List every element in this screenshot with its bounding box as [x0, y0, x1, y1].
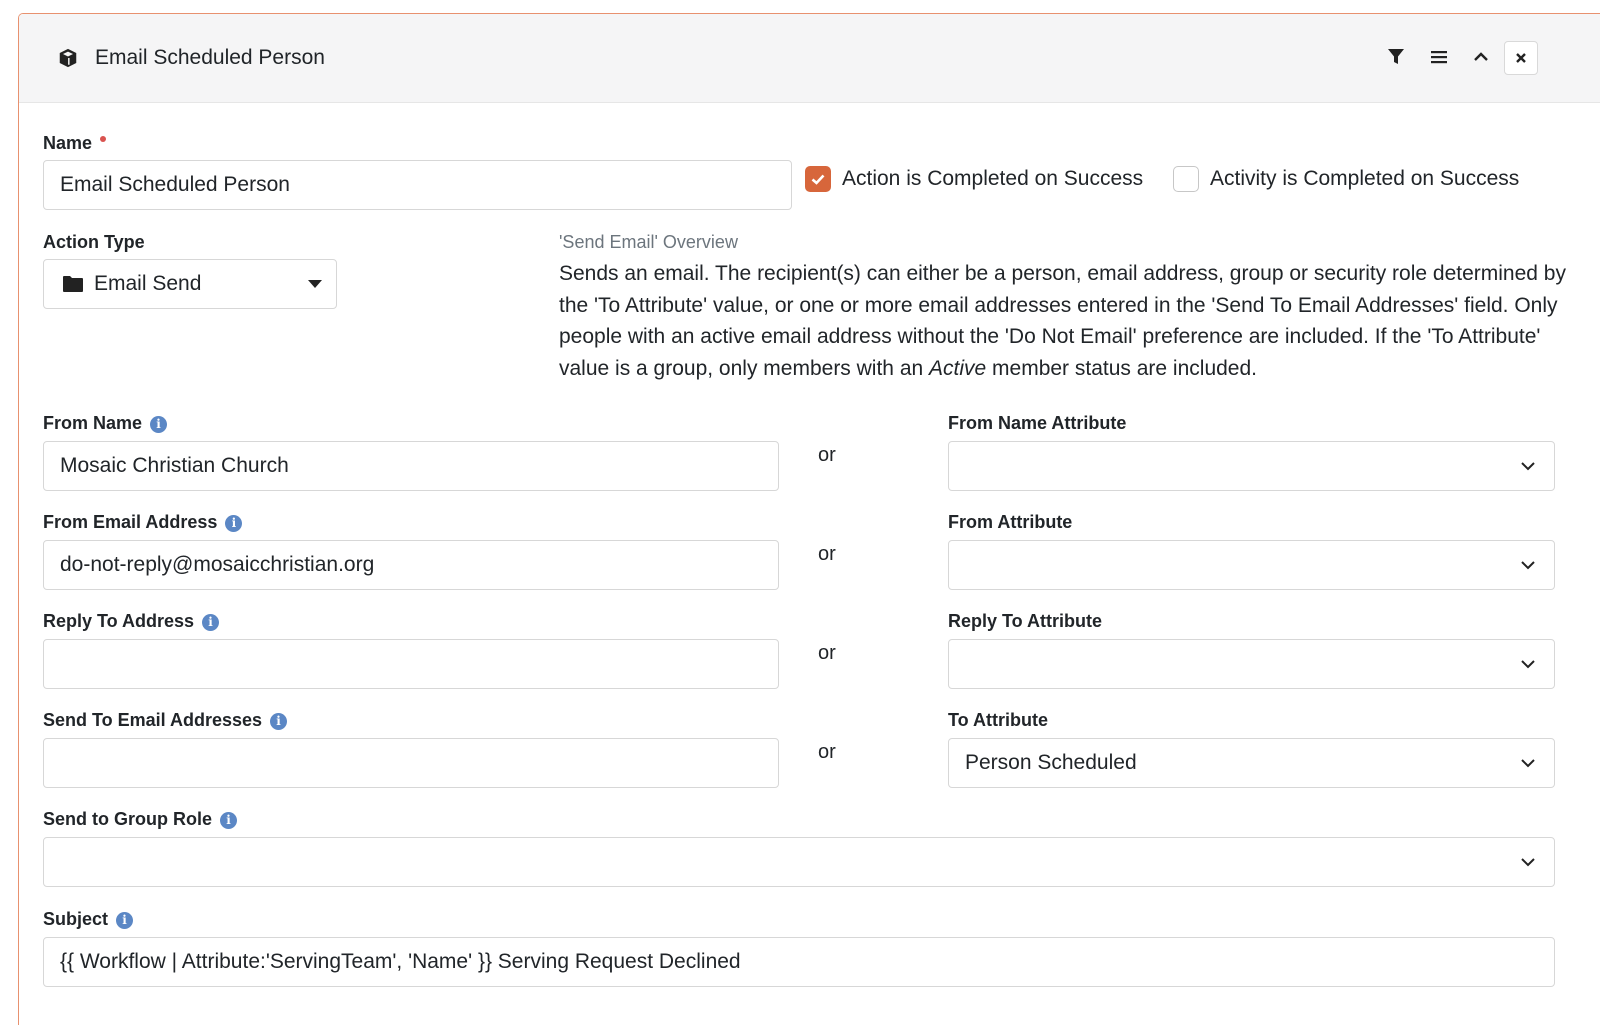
chevron-down-icon [1520, 459, 1536, 473]
from-name-attribute-select[interactable] [948, 441, 1555, 491]
from-name-attribute-label: From Name Attribute [948, 413, 1127, 433]
action-type-value: Email Send [94, 272, 202, 295]
group-role-select[interactable] [43, 837, 1555, 887]
from-attribute-select[interactable] [948, 540, 1555, 590]
send-to-input[interactable] [43, 738, 779, 788]
group-role-label: Send to Group Role i [43, 809, 237, 830]
info-icon[interactable]: i [220, 812, 237, 829]
from-name-label: From Name i [43, 413, 167, 434]
action-type-label: Action Type [43, 232, 145, 252]
chevron-down-icon [1520, 855, 1536, 869]
subject-label: Subject i [43, 909, 133, 930]
required-indicator [100, 136, 106, 142]
close-icon [1515, 52, 1527, 64]
or-text: or [818, 642, 836, 664]
from-email-input[interactable]: do-not-reply@mosaicchristian.org [43, 540, 779, 590]
activity-completed-label: Activity is Completed on Success [1210, 167, 1520, 190]
activity-completed-checkbox[interactable] [1173, 166, 1199, 192]
reply-to-input[interactable] [43, 639, 779, 689]
overview-text: Sends an email. The recipient(s) can either be a person, email address, group or security role determined by the 'To Attribute' value, or one or more email addresses entered in the 'Send To Email Addresses' field. Only people with an active email address without the 'Do Not Email' preference are included. If the 'To Attribute' value is a group, only members with an Active member status are included. [559, 262, 1566, 380]
from-attribute-label: From Attribute [948, 512, 1073, 532]
send-to-label: Send To Email Addresses i [43, 710, 287, 731]
subject-input[interactable]: {{ Workflow | Attribute:'ServingTeam', 'Name' }} Serving Request Declined [43, 937, 1555, 987]
overview-emphasis: Active [929, 356, 987, 380]
to-attribute-value: Person Scheduled [965, 751, 1137, 774]
from-name-input[interactable]: Mosaic Christian Church [43, 441, 779, 491]
or-text: or [818, 543, 836, 565]
action-completed-checkbox[interactable] [805, 166, 831, 192]
chevron-down-icon [1520, 756, 1536, 770]
to-attribute-select[interactable] [948, 738, 1555, 788]
checkmark-icon [805, 166, 831, 192]
chevron-down-icon [1520, 558, 1536, 572]
from-email-label: From Email Address i [43, 512, 242, 533]
reply-to-attribute-label: Reply To Attribute [948, 611, 1102, 631]
name-input[interactable]: Email Scheduled Person [43, 160, 792, 210]
or-text: or [818, 444, 836, 466]
info-icon[interactable]: i [270, 713, 287, 730]
info-icon[interactable]: i [225, 515, 242, 532]
action-panel [18, 13, 1600, 1025]
or-text: or [818, 741, 836, 763]
reply-to-label: Reply To Address i [43, 611, 219, 632]
info-icon[interactable]: i [116, 912, 133, 929]
filter-icon[interactable] [1385, 46, 1407, 68]
name-label: Name [43, 133, 93, 153]
panel-title: Email Scheduled Person [95, 46, 325, 69]
menu-icon[interactable] [1428, 46, 1450, 68]
panel-header [19, 14, 1600, 103]
action-completed-label: Action is Completed on Success [842, 167, 1144, 190]
chevron-down-icon [1520, 657, 1536, 671]
reply-to-attribute-select[interactable] [948, 639, 1555, 689]
folder-icon [62, 275, 84, 293]
info-icon[interactable]: i [150, 416, 167, 433]
to-attribute-label: To Attribute [948, 710, 1048, 730]
info-icon[interactable]: i [202, 614, 219, 631]
close-button[interactable] [1504, 41, 1538, 75]
caret-down-icon [308, 280, 322, 289]
chevron-up-icon[interactable] [1470, 46, 1492, 68]
cube-icon [57, 47, 79, 69]
action-type-select[interactable] [43, 259, 337, 309]
overview-title: 'Send Email' Overview [559, 232, 738, 252]
